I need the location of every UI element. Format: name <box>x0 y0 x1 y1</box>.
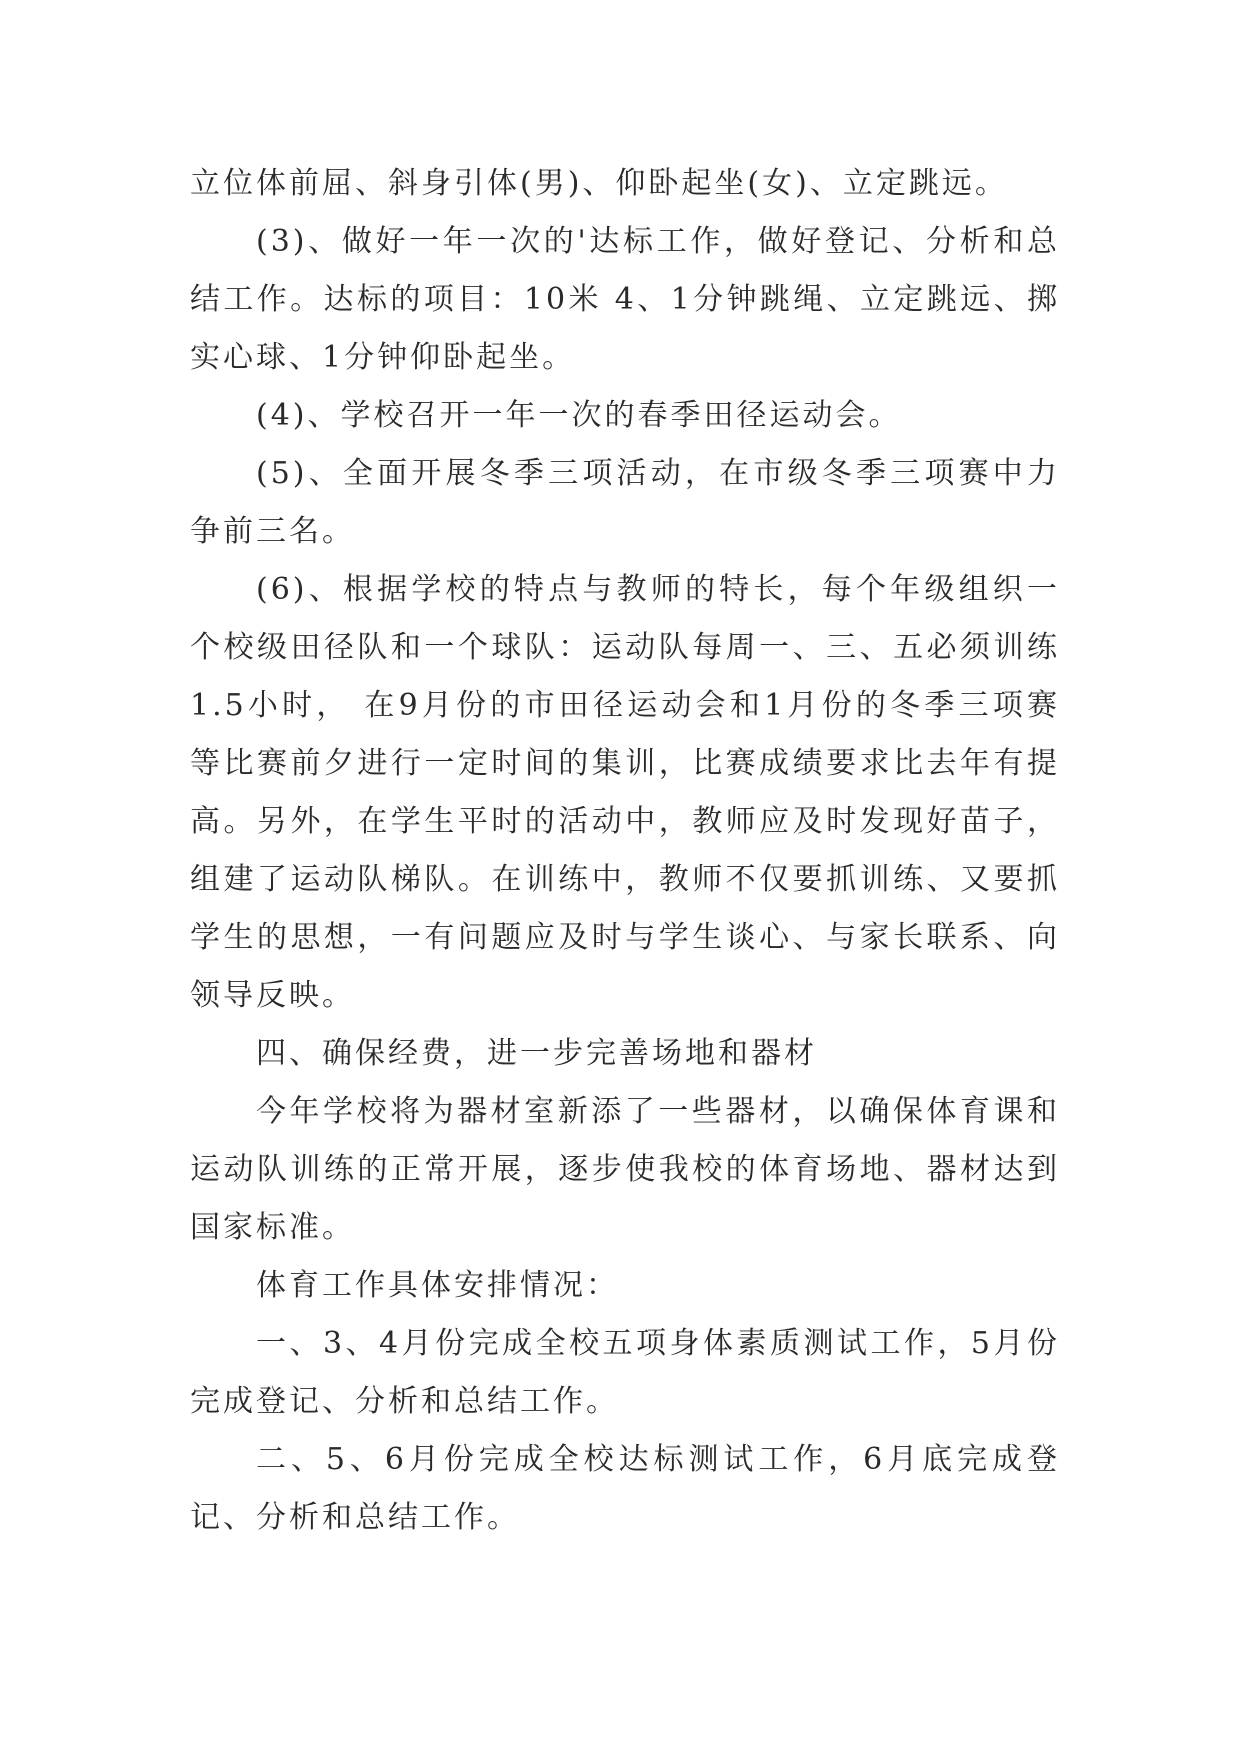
schedule-item-1: 一、3、4月份完成全校五项身体素质测试工作，5月份完成登记、分析和总结工作。 <box>190 1326 1060 1419</box>
paragraph-2: (3)、做好一年一次的'达标工作，做好登记、分析和总结工作。达标的项目：10米 4、1分钟跳绳、立定跳远、掷实心球、1分钟仰卧起坐。 <box>190 224 1060 375</box>
paragraph-3: (4)、学校召开一年一次的春季田径运动会。 <box>256 398 902 433</box>
document-body <box>190 155 1060 1547</box>
section-heading: 四、确保经费，进一步完善场地和器材 <box>256 1036 817 1071</box>
paragraph-7: 今年学校将为器材室新添了一些器材，以确保体育课和运动队训练的正常开展，逐步使我校的体育场地、器材达到国家标准。 <box>190 1094 1060 1245</box>
paragraph-5: (6)、根据学校的特点与教师的特长，每个年级组织一个校级田径队和一个球队：运动队每周一、三、五必须训练1.5小时， 在9月份的市田径运动会和1月份的冬季三项赛等比赛前夕进行一定时间的集训，比赛成绩要求比去年有提高。另外，在学生平时的活动中，教师应及时发现好苗子，组建了运动队梯队。在训练中，教师不仅要抓训练、又要抓学生的思想，一有问题应及时与学生谈心、与家长联系、向领导反映。 <box>190 572 1060 1013</box>
schedule-item-2: 二、5、6月份完成全校达标测试工作，6月底完成登记、分析和总结工作。 <box>190 1442 1060 1535</box>
schedule-heading: 体育工作具体安排情况： <box>256 1268 619 1303</box>
paragraph-1: 立位体前屈、斜身引体(男)、仰卧起坐(女)、立定跳远。 <box>190 166 1008 201</box>
paragraph-4: (5)、全面开展冬季三项活动，在市级冬季三项赛中力争前三名。 <box>190 456 1060 549</box>
